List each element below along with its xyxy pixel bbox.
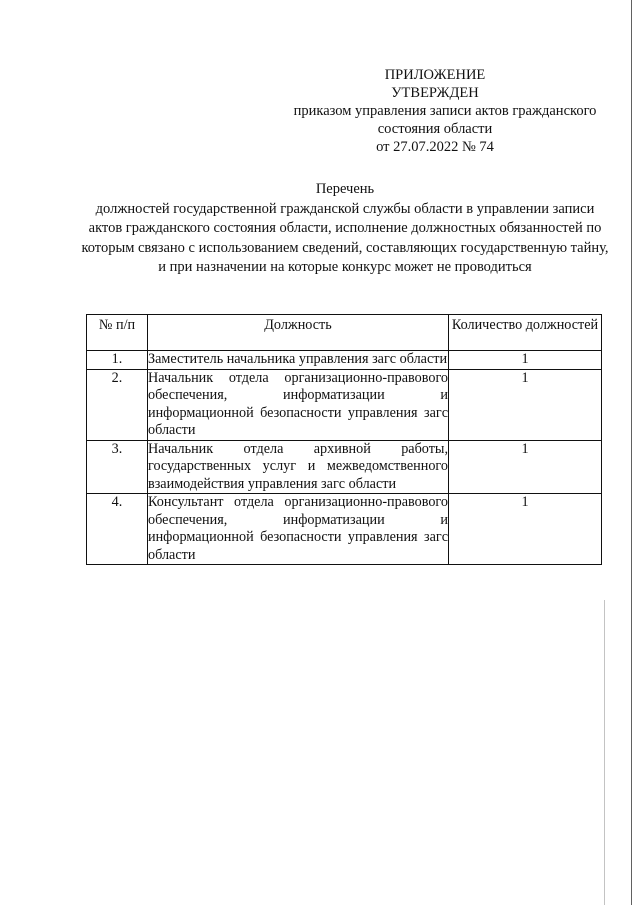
appendix-title: ПРИЛОЖЕНИЕ: [384, 67, 486, 83]
row-quantity: 1: [449, 494, 602, 565]
list-heading: Перечень: [315, 181, 375, 197]
row-num: 3.: [87, 440, 148, 494]
scan-edge-line: [604, 600, 605, 905]
header-quantity: Количество должностей: [449, 315, 602, 351]
approved-label: УТВЕРЖДЕН: [391, 85, 479, 101]
header-position: Должность: [148, 315, 449, 351]
table-row: [87, 494, 602, 565]
row-num: 2.: [87, 369, 148, 440]
list-title-block: [80, 180, 610, 278]
row-position: Заместитель начальника управления загс области: [148, 351, 448, 367]
table-row: [87, 351, 602, 370]
header-num: № п/п: [87, 315, 148, 351]
row-position: Начальник отдела архивной работы, государственных услуг и межведомственного взаимодействия управления загс области: [148, 440, 448, 492]
positions-table: [86, 314, 602, 565]
scan-edge-line: [631, 0, 632, 905]
order-line-2: состояния области: [377, 121, 493, 137]
list-description: должностей государственной гражданской службы области в управлении записи актов гражданского состояния области, исполнение должностных обязанностей по которым связано с использованием сведений, составляющих государственную тайну, и при назначении на которые конкурс может не проводиться: [81, 200, 609, 275]
approval-block: [250, 66, 620, 156]
order-date: от 27.07.2022 № 74: [376, 139, 494, 155]
row-quantity: 1: [449, 440, 602, 494]
table-header-row: [87, 315, 602, 351]
row-position: Консультант отдела организационно-правового обеспечения, информатизации и информационной безопасности управления загс области: [148, 494, 448, 563]
table-row: [87, 369, 602, 440]
row-quantity: 1: [449, 369, 602, 440]
row-position: Начальник отдела организационно-правового обеспечения, информатизации и информационной безопасности управления загс области: [148, 369, 448, 438]
row-num: 4.: [87, 494, 148, 565]
order-line-1: приказом управления записи актов гражданского: [293, 103, 597, 119]
row-quantity: 1: [449, 351, 602, 370]
row-num: 1.: [87, 351, 148, 370]
table-row: [87, 440, 602, 494]
